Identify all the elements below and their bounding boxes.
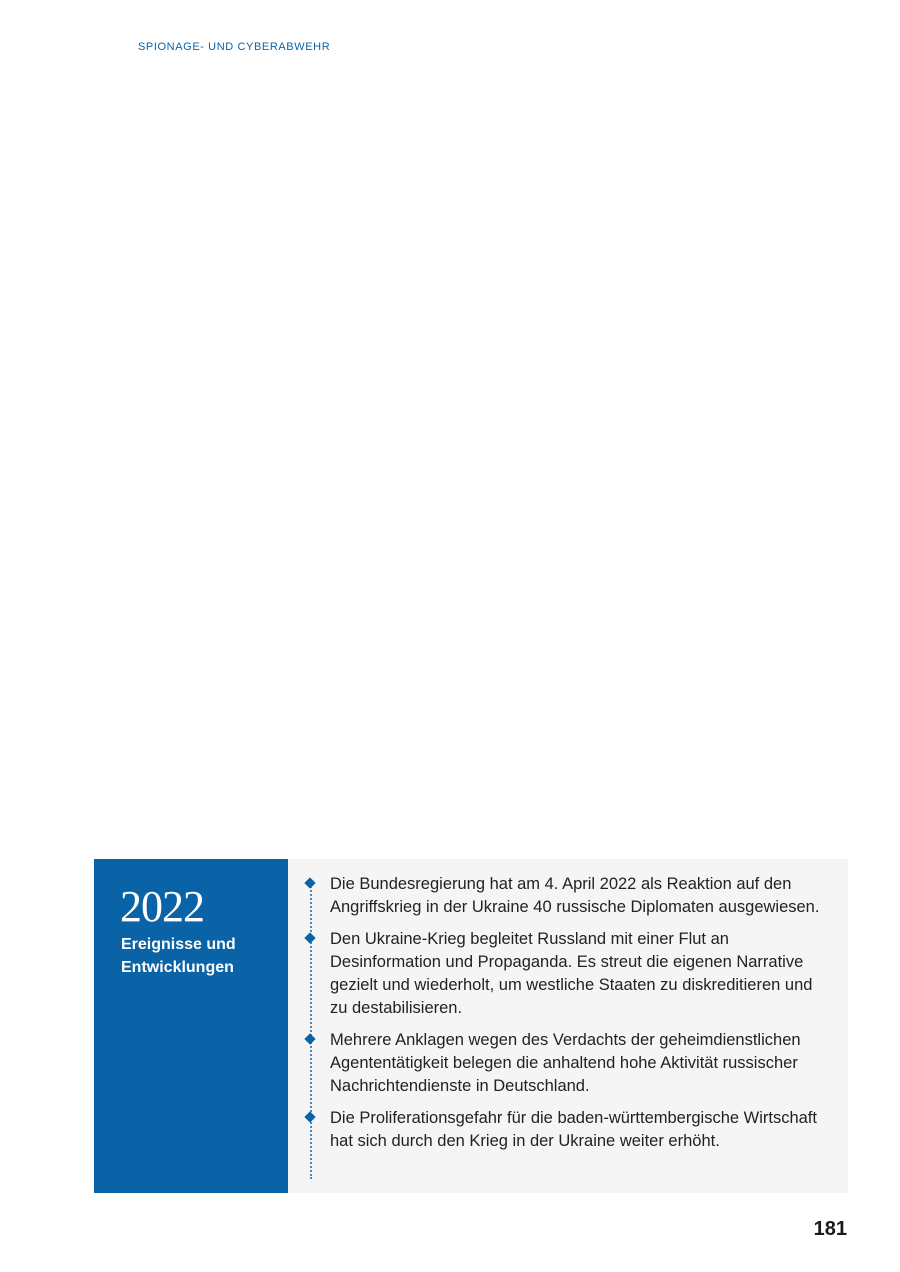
diamond-bullet-icon — [304, 932, 315, 943]
events-list — [330, 873, 820, 1162]
list-item — [330, 928, 820, 1020]
events-infobox — [94, 859, 848, 1193]
list-item-text: Mehrere Anklagen wegen des Verdachts der geheimdienstlichen Agententätigkeit belegen die anhaltend hohe Aktivität russischer Nachrichtendienste in Deutschland. — [330, 1031, 801, 1095]
list-item-text: Die Proliferationsgefahr für die baden-württembergische Wirtschaft hat sich durch den Krieg in der Ukraine weiter erhöht. — [330, 1109, 817, 1150]
list-item — [330, 873, 820, 919]
diamond-bullet-icon — [304, 1033, 315, 1044]
page-number: 181 — [813, 1218, 847, 1240]
infobox-sidebar — [94, 859, 288, 1193]
diamond-bullet-icon — [304, 1111, 315, 1122]
timeline-dotted-line — [310, 883, 312, 1179]
infobox-year: 2022 — [120, 882, 204, 931]
infobox-caption: Ereignisse und Entwicklungen — [121, 936, 236, 976]
list-item — [330, 1029, 820, 1098]
list-item-text: Die Bundesregierung hat am 4. April 2022 als Reaktion auf den Angriffskrieg in der Ukraine 40 russische Diplomaten ausgewiesen. — [330, 875, 820, 916]
diamond-bullet-icon — [304, 877, 315, 888]
list-item — [330, 1107, 820, 1153]
running-head-section-title: SPIONAGE- UND CYBERABWEHR — [138, 41, 331, 53]
list-item-text: Den Ukraine-Krieg begleitet Russland mit einer Flut an Desinformation und Propaganda. Es streut die eigenen Narrative gezielt und wiederholt, um westliche Staaten zu diskreditieren und zu destabilisieren. — [330, 930, 813, 1017]
